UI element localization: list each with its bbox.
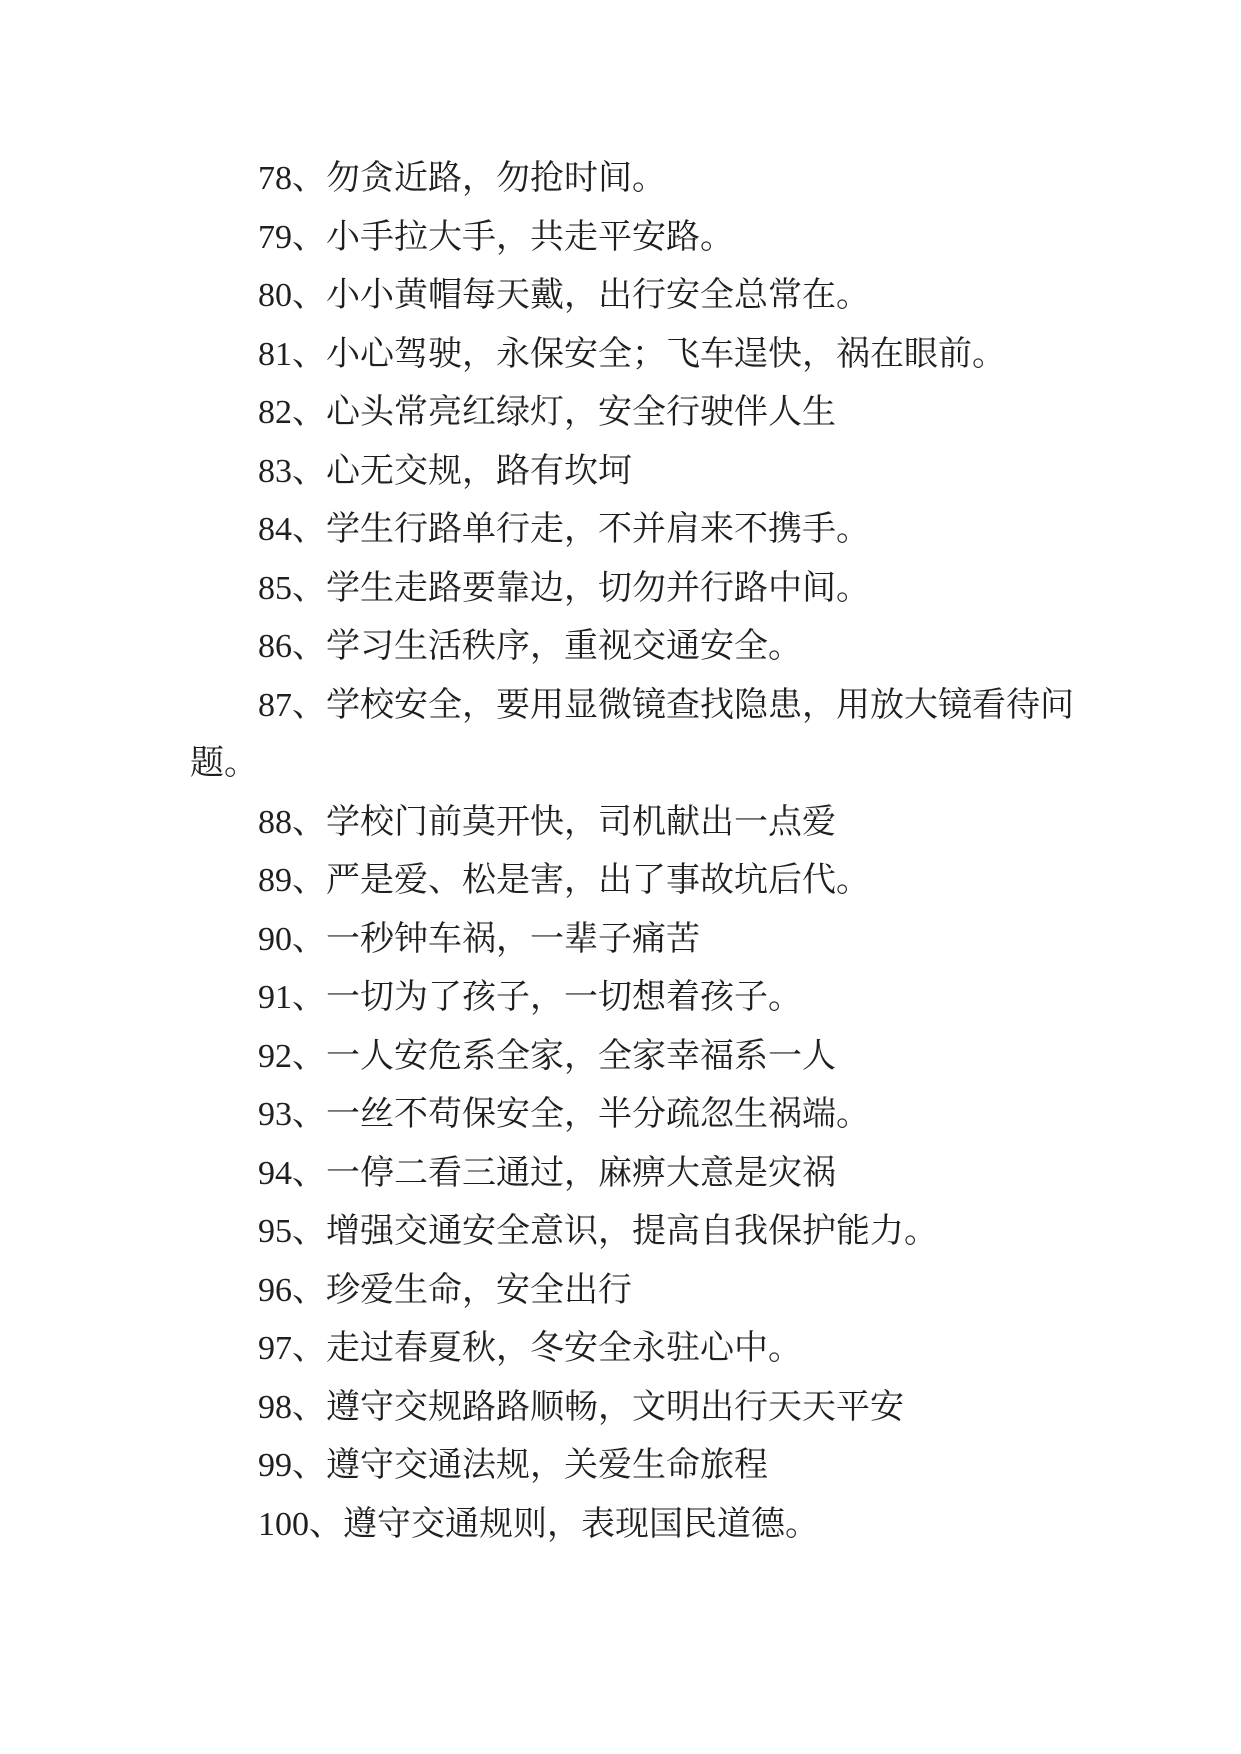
item-text: 珍爱生命，安全出行	[326, 1271, 632, 1309]
item-separator: 、	[292, 628, 326, 665]
item-separator: 、	[292, 569, 326, 607]
item-text: 增强交通安全意识，提高自我保护能力。	[326, 1213, 938, 1250]
item-number: 90	[258, 920, 292, 958]
item-separator: 、	[292, 1388, 326, 1426]
item-number: 96	[258, 1271, 292, 1309]
list-item	[190, 1262, 1080, 1321]
item-separator: 、	[292, 803, 326, 841]
item-number: 93	[258, 1096, 292, 1133]
item-separator: 、	[292, 452, 326, 490]
list-item	[190, 911, 1080, 970]
list-item	[190, 1086, 1080, 1145]
item-text: 学生行路单行走，不并肩来不携手。	[326, 511, 870, 548]
item-number: 87	[258, 686, 292, 724]
item-number: 89	[258, 862, 292, 899]
list-item	[190, 501, 1080, 560]
item-number: 94	[258, 1154, 292, 1192]
item-separator: 、	[292, 1154, 326, 1192]
item-text: 遵守交通规则，表现国民道德。	[343, 1505, 819, 1543]
item-separator: 、	[292, 1330, 326, 1367]
list-item	[190, 618, 1080, 677]
item-text: 一秒钟车祸，一辈子痛苦	[326, 920, 700, 958]
item-text: 心头常亮红绿灯，安全行驶伴人生	[326, 394, 836, 431]
item-separator: 、	[292, 511, 326, 548]
list-item	[190, 209, 1080, 268]
item-number: 81	[258, 335, 292, 373]
item-number: 83	[258, 452, 292, 490]
item-text: 学校安全，要用显微镜查找隐患，用放大镜看待问题。	[190, 686, 1074, 782]
item-text: 一停二看三通过，麻痹大意是灾祸	[326, 1154, 836, 1192]
item-text: 一人安危系全家，全家幸福系一人	[326, 1037, 836, 1075]
item-separator: 、	[292, 218, 326, 256]
item-text: 学生走路要靠边，切勿并行路中间。	[326, 569, 870, 607]
item-separator: 、	[292, 1271, 326, 1309]
item-text: 小小黄帽每天戴，出行安全总常在。	[326, 277, 870, 314]
list-item	[190, 150, 1080, 209]
item-text: 一切为了孩子，一切想着孩子。	[326, 979, 802, 1016]
item-separator: 、	[292, 335, 326, 373]
item-number: 99	[258, 1447, 292, 1484]
item-text: 心无交规，路有坎坷	[326, 452, 632, 490]
slogan-list	[190, 150, 1080, 1554]
list-item	[190, 1320, 1080, 1379]
list-item	[190, 969, 1080, 1028]
list-item	[190, 1203, 1080, 1262]
item-separator: 、	[292, 1447, 326, 1484]
item-number: 98	[258, 1388, 292, 1426]
item-text: 小手拉大手，共走平安路。	[326, 218, 734, 256]
list-item	[190, 852, 1080, 911]
item-number: 80	[258, 277, 292, 314]
item-number: 79	[258, 218, 292, 256]
list-item	[190, 443, 1080, 502]
list-item	[190, 267, 1080, 326]
item-text: 严是爱、松是害，出了事故坑后代。	[326, 862, 870, 899]
list-item	[190, 384, 1080, 443]
item-separator: 、	[292, 979, 326, 1016]
item-separator: 、	[292, 1213, 326, 1250]
item-separator: 、	[292, 394, 326, 431]
item-text: 学习生活秩序，重视交通安全。	[326, 628, 802, 665]
list-item	[190, 1145, 1080, 1204]
item-text: 勿贪近路，勿抢时间。	[326, 160, 666, 197]
item-number: 97	[258, 1330, 292, 1367]
item-separator: 、	[292, 920, 326, 958]
list-item	[190, 560, 1080, 619]
list-item	[190, 1437, 1080, 1496]
item-text: 走过春夏秋，冬安全永驻心中。	[326, 1330, 802, 1367]
item-separator: 、	[292, 686, 326, 724]
item-text: 遵守交通法规，关爱生命旅程	[326, 1447, 768, 1484]
list-item	[190, 1496, 1080, 1555]
item-number: 95	[258, 1213, 292, 1250]
item-text: 遵守交规路路顺畅，文明出行天天平安	[326, 1388, 904, 1426]
item-number: 85	[258, 569, 292, 607]
item-separator: 、	[309, 1505, 343, 1543]
item-number: 78	[258, 160, 292, 197]
item-number: 92	[258, 1037, 292, 1075]
item-separator: 、	[292, 862, 326, 899]
item-number: 82	[258, 394, 292, 431]
list-item	[190, 1379, 1080, 1438]
item-text: 小心驾驶，永保安全；飞车逞快，祸在眼前。	[326, 335, 1006, 373]
item-number: 88	[258, 803, 292, 841]
item-separator: 、	[292, 1037, 326, 1075]
item-number: 84	[258, 511, 292, 548]
item-separator: 、	[292, 1096, 326, 1133]
item-number: 91	[258, 979, 292, 1016]
item-text: 一丝不苟保安全，半分疏忽生祸端。	[326, 1096, 870, 1133]
item-number: 100	[258, 1505, 309, 1543]
item-separator: 、	[292, 160, 326, 197]
list-item	[190, 1028, 1080, 1087]
item-text: 学校门前莫开快，司机献出一点爱	[326, 803, 836, 841]
item-number: 86	[258, 628, 292, 665]
item-separator: 、	[292, 277, 326, 314]
list-item	[190, 326, 1080, 385]
list-item	[190, 677, 1080, 794]
list-item	[190, 794, 1080, 853]
